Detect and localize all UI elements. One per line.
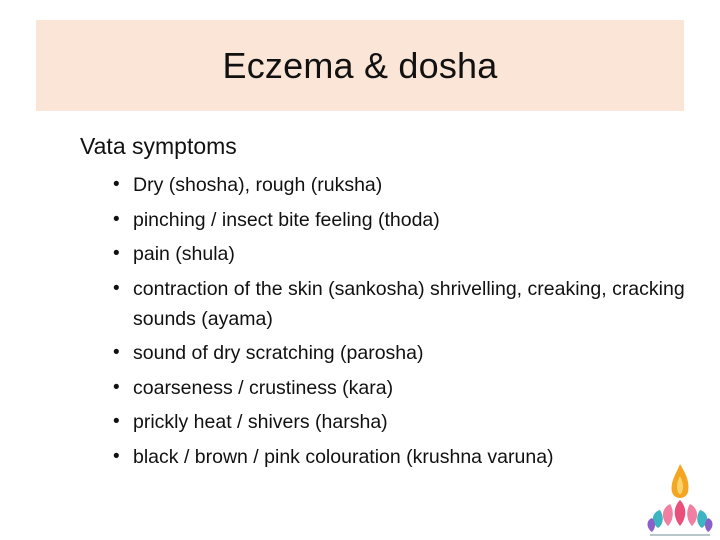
list-item	[113, 407, 693, 437]
title-band	[36, 20, 684, 111]
list-item-text: contraction of the skin (sankosha) shrivelling, creaking, cracking sounds (ayama)	[133, 277, 685, 330]
section-heading: Vata symptoms	[80, 133, 237, 159]
list-item	[113, 205, 693, 235]
list-item-text: coarseness / crustiness (kara)	[133, 376, 394, 399]
list-item-text: pinching / insect bite feeling (thoda)	[133, 208, 440, 231]
lotus-flame-logo-icon	[640, 460, 720, 540]
bullet-icon: •	[113, 174, 120, 195]
list-item	[113, 239, 693, 269]
list-item-text: Dry (shosha), rough (ruksha)	[133, 174, 383, 196]
bullet-icon: •	[113, 243, 120, 264]
symptom-list	[113, 170, 693, 476]
list-item	[113, 338, 693, 368]
bullet-icon: •	[113, 376, 120, 398]
bullet-icon: •	[113, 277, 120, 299]
list-item-text: sound of dry scratching (parosha)	[133, 342, 424, 364]
bullet-icon: •	[113, 342, 120, 363]
list-item-text: prickly heat / shivers (harsha)	[133, 411, 388, 433]
list-item	[113, 170, 693, 200]
bullet-icon: •	[113, 411, 120, 432]
bullet-icon: •	[113, 208, 120, 230]
list-item	[113, 373, 693, 403]
list-item	[113, 274, 693, 334]
list-item	[113, 442, 693, 472]
list-item-text: black / brown / pink colouration (krushna varuna)	[133, 445, 554, 468]
list-item-text: pain (shula)	[133, 243, 235, 265]
slide-title: Eczema & dosha	[222, 44, 498, 86]
bullet-icon: •	[113, 445, 120, 467]
